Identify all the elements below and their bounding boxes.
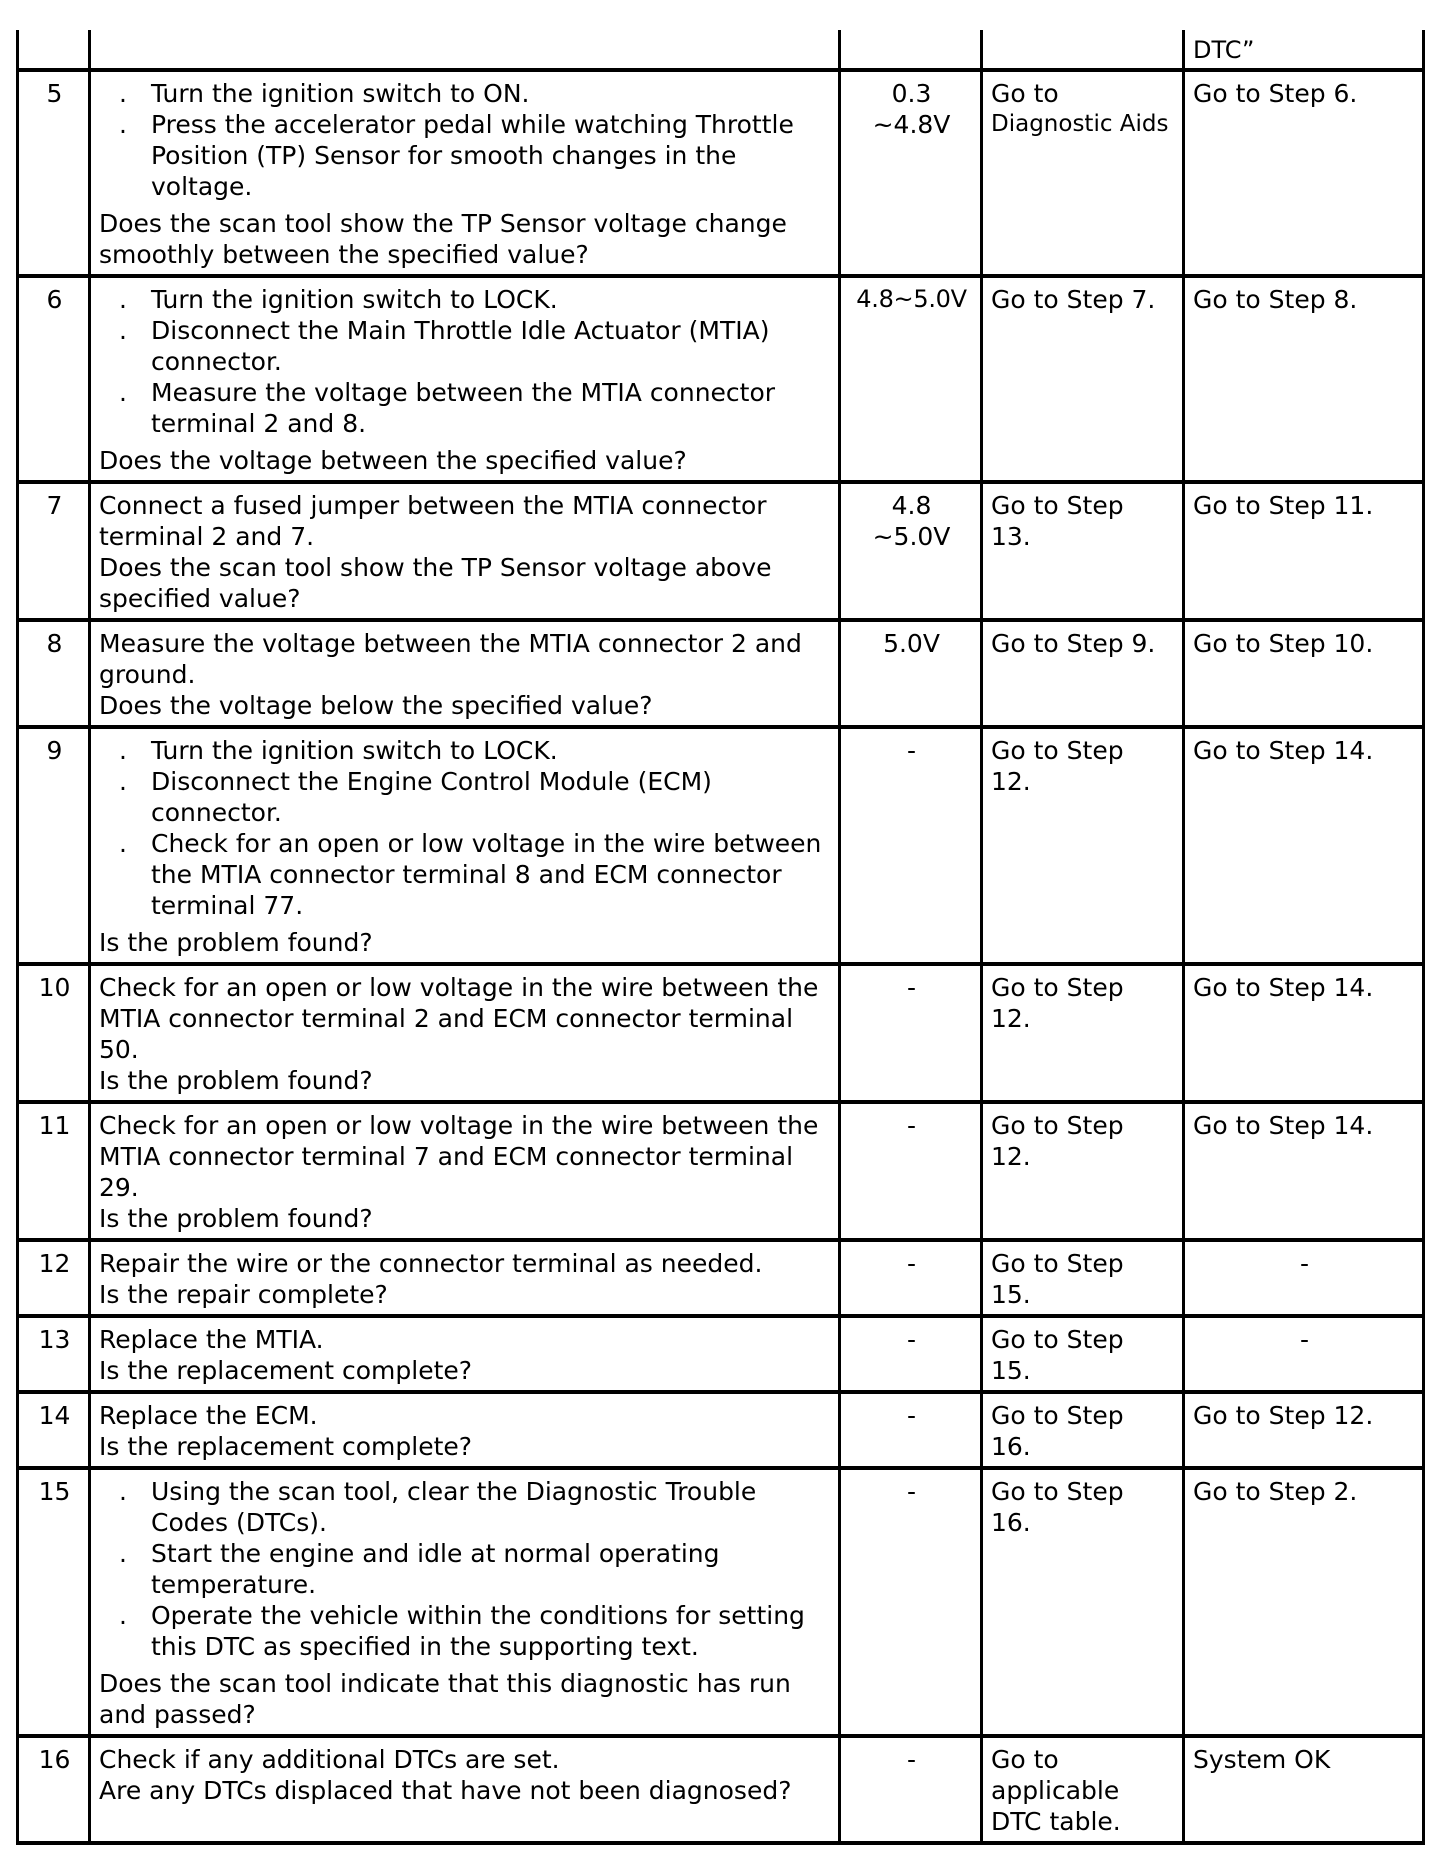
value-line: 4.8~5.0V — [856, 285, 967, 313]
value-cell — [840, 482, 982, 620]
bullet-text: Check for an open or low voltage in the wire between the MTIA connector terminal 8 and ECM connector terminal 77. — [151, 829, 822, 920]
bullet-marker: . — [119, 1601, 127, 1630]
step-number: 10 — [18, 964, 90, 1102]
action-cell — [90, 1240, 840, 1316]
action-line: Check if any additional DTCs are set. — [99, 1745, 560, 1774]
action-cell — [90, 1468, 840, 1736]
yes-cell — [982, 727, 1184, 964]
step-number: 14 — [18, 1392, 90, 1468]
yes-cell — [982, 964, 1184, 1102]
yes-line: 13. — [991, 522, 1031, 551]
yes-line: Diagnostic Aids — [991, 111, 1169, 137]
step-number: 8 — [18, 620, 90, 727]
action-bullet — [99, 78, 832, 109]
value-cell — [840, 1102, 982, 1240]
table-row — [18, 964, 1424, 1102]
action-question: Does the scan tool show the TP Sensor voltage change smoothly between the specified value? — [99, 209, 787, 269]
step-number: 12 — [18, 1240, 90, 1316]
action-question: Does the scan tool indicate that this diagnostic has run and passed? — [99, 1669, 791, 1729]
value-cell — [840, 70, 982, 276]
step-number: 16 — [18, 1736, 90, 1843]
action-cell — [90, 482, 840, 620]
step-number: 6 — [18, 276, 90, 482]
step-number: 5 — [18, 70, 90, 276]
no-cell: Go to Step 10. — [1184, 620, 1424, 727]
value-line: - — [906, 1111, 917, 1140]
yes-cell — [982, 1468, 1184, 1736]
step-number: 13 — [18, 1316, 90, 1392]
bullet-text: Turn the ignition switch to LOCK. — [151, 285, 558, 314]
value-line: ~5.0V — [872, 522, 951, 551]
bullet-marker: . — [119, 316, 127, 345]
action-cell — [90, 620, 840, 727]
bullet-text: Measure the voltage between the MTIA connector terminal 2 and 8. — [151, 378, 776, 438]
yes-line: Go to Step — [991, 1249, 1124, 1278]
action-line: Does the scan tool show the TP Sensor voltage above specified value? — [99, 553, 772, 613]
diagnostic-table-body — [18, 30, 1424, 1843]
no-cell: Go to Step 12. — [1184, 1392, 1424, 1468]
no-cell: Go to Step 8. — [1184, 276, 1424, 482]
yes-cell — [982, 1736, 1184, 1843]
yes-line: DTC table. — [991, 1807, 1121, 1836]
yes-cell — [982, 1240, 1184, 1316]
action-line: Are any DTCs displaced that have not been diagnosed? — [99, 1776, 792, 1805]
bullet-marker: . — [119, 79, 127, 108]
no-cell: DTC” — [1184, 30, 1424, 70]
yes-line: Go to Step — [991, 1477, 1124, 1506]
yes-line: 12. — [991, 1142, 1031, 1171]
value-line: - — [906, 736, 917, 765]
table-row — [18, 620, 1424, 727]
table-row-continued — [18, 30, 1424, 70]
yes-cell — [982, 30, 1184, 70]
yes-cell — [982, 1316, 1184, 1392]
value-line: - — [906, 1249, 917, 1278]
action-bullet — [99, 377, 832, 439]
no-cell: System OK — [1184, 1736, 1424, 1843]
value-cell — [840, 1468, 982, 1736]
value-line: - — [906, 1477, 917, 1506]
action-cell — [90, 276, 840, 482]
bullet-text: Start the engine and idle at normal operating temperature. — [151, 1539, 720, 1599]
action-cell — [90, 70, 840, 276]
bullet-marker: . — [119, 1477, 127, 1506]
yes-line: 12. — [991, 1004, 1031, 1033]
value-line: 0.3 — [891, 79, 932, 108]
value-cell — [840, 1316, 982, 1392]
bullet-text: Press the accelerator pedal while watching Throttle Position (TP) Sensor for smooth changes in the voltage. — [151, 110, 794, 201]
yes-cell — [982, 1392, 1184, 1468]
yes-line: Go to Step — [991, 1325, 1124, 1354]
value-cell — [840, 964, 982, 1102]
action-line: Is the problem found? — [99, 1066, 373, 1095]
action-line: Is the replacement complete? — [99, 1356, 473, 1385]
table-row — [18, 70, 1424, 276]
table-row — [18, 1392, 1424, 1468]
action-cell — [90, 964, 840, 1102]
action-bullet — [99, 1476, 832, 1538]
value-line: - — [906, 1325, 917, 1354]
action-cell — [90, 1102, 840, 1240]
bullet-marker: . — [119, 378, 127, 407]
yes-line: Go to Step 7. — [991, 285, 1156, 314]
yes-line: Go to Step — [991, 736, 1124, 765]
bullet-marker: . — [119, 829, 127, 858]
table-row — [18, 482, 1424, 620]
no-cell: Go to Step 14. — [1184, 727, 1424, 964]
yes-line: 16. — [991, 1432, 1031, 1461]
value-line: - — [906, 1401, 917, 1430]
bullet-marker: . — [119, 285, 127, 314]
bullet-marker: . — [119, 767, 127, 796]
action-cell — [90, 1392, 840, 1468]
yes-cell — [982, 620, 1184, 727]
value-line: - — [906, 973, 917, 1002]
no-cell: - — [1184, 1316, 1424, 1392]
diagnostic-table — [16, 30, 1425, 1845]
no-cell: Go to Step 2. — [1184, 1468, 1424, 1736]
action-line: Does the voltage below the specified value? — [99, 691, 653, 720]
table-row — [18, 1102, 1424, 1240]
action-line: Is the replacement complete? — [99, 1432, 473, 1461]
table-row — [18, 727, 1424, 964]
step-number: 7 — [18, 482, 90, 620]
value-cell — [840, 1240, 982, 1316]
yes-line: Go to — [991, 79, 1059, 108]
action-cell — [90, 1736, 840, 1843]
yes-line: applicable — [991, 1776, 1120, 1805]
action-cell — [90, 1316, 840, 1392]
step-number: 9 — [18, 727, 90, 964]
bullet-marker: . — [119, 110, 127, 139]
value-cell — [840, 1736, 982, 1843]
value-cell — [840, 1392, 982, 1468]
yes-line: Go to Step — [991, 1111, 1124, 1140]
value-cell — [840, 276, 982, 482]
yes-line: Go to Step 9. — [991, 629, 1156, 658]
bullet-text: Turn the ignition switch to ON. — [151, 79, 530, 108]
bullet-text: Using the scan tool, clear the Diagnostic Trouble Codes (DTCs). — [151, 1477, 757, 1537]
table-row — [18, 1736, 1424, 1843]
bullet-text: Turn the ignition switch to LOCK. — [151, 736, 558, 765]
bullet-marker: . — [119, 736, 127, 765]
action-bullet — [99, 315, 832, 377]
value-cell — [840, 620, 982, 727]
action-bullet — [99, 284, 832, 315]
yes-cell — [982, 276, 1184, 482]
action-bullet — [99, 1538, 832, 1600]
yes-line: Go to Step — [991, 973, 1124, 1002]
bullet-text: Disconnect the Engine Control Module (ECM) connector. — [151, 767, 712, 827]
table-row — [18, 1468, 1424, 1736]
action-bullet — [99, 735, 832, 766]
value-cell — [840, 727, 982, 964]
step-number: 15 — [18, 1468, 90, 1736]
action-line: Connect a fused jumper between the MTIA connector terminal 2 and 7. — [99, 491, 767, 551]
yes-cell — [982, 70, 1184, 276]
action-line: Check for an open or low voltage in the wire between the MTIA connector terminal 7 and ECM connector terminal 29. — [99, 1111, 819, 1202]
action-bullet — [99, 766, 832, 828]
yes-line: Go to — [991, 1745, 1059, 1774]
no-cell: - — [1184, 1240, 1424, 1316]
action-bullet — [99, 828, 832, 921]
action-line: Repair the wire or the connector terminal as needed. — [99, 1249, 763, 1278]
bullet-text: Disconnect the Main Throttle Idle Actuator (MTIA) connector. — [151, 316, 770, 376]
no-cell: Go to Step 14. — [1184, 1102, 1424, 1240]
yes-line: 12. — [991, 767, 1031, 796]
table-row — [18, 276, 1424, 482]
step-number: 11 — [18, 1102, 90, 1240]
table-row — [18, 1316, 1424, 1392]
action-line: Check for an open or low voltage in the wire between the MTIA connector terminal 2 and ECM connector terminal 50. — [99, 973, 819, 1064]
yes-line: 15. — [991, 1356, 1031, 1385]
value-cell — [840, 30, 982, 70]
yes-line: Go to Step — [991, 491, 1124, 520]
action-question: Is the problem found? — [99, 928, 373, 957]
action-line: Measure the voltage between the MTIA connector 2 and ground. — [99, 629, 802, 689]
no-cell: Go to Step 11. — [1184, 482, 1424, 620]
action-bullet — [99, 1600, 832, 1662]
action-cell — [90, 30, 840, 70]
action-cell — [90, 727, 840, 964]
no-cell: Go to Step 6. — [1184, 70, 1424, 276]
step-cell — [18, 30, 90, 70]
value-line: 5.0V — [883, 629, 940, 658]
table-row — [18, 1240, 1424, 1316]
action-line: Replace the ECM. — [99, 1401, 318, 1430]
bullet-text: Operate the vehicle within the conditions for setting this DTC as specified in the supporting text. — [151, 1601, 805, 1661]
value-line: 4.8 — [891, 491, 932, 520]
yes-cell — [982, 1102, 1184, 1240]
action-bullet — [99, 109, 832, 202]
yes-line: 16. — [991, 1508, 1031, 1537]
action-line: Is the problem found? — [99, 1204, 373, 1233]
action-question: Does the voltage between the specified value? — [99, 446, 687, 475]
value-line: ~4.8V — [872, 110, 951, 139]
value-line: - — [906, 1745, 917, 1774]
yes-line: 15. — [991, 1280, 1031, 1309]
no-cell: Go to Step 14. — [1184, 964, 1424, 1102]
action-line: Replace the MTIA. — [99, 1325, 324, 1354]
yes-cell — [982, 482, 1184, 620]
bullet-marker: . — [119, 1539, 127, 1568]
action-line: Is the repair complete? — [99, 1280, 388, 1309]
yes-line: Go to Step — [991, 1401, 1124, 1430]
